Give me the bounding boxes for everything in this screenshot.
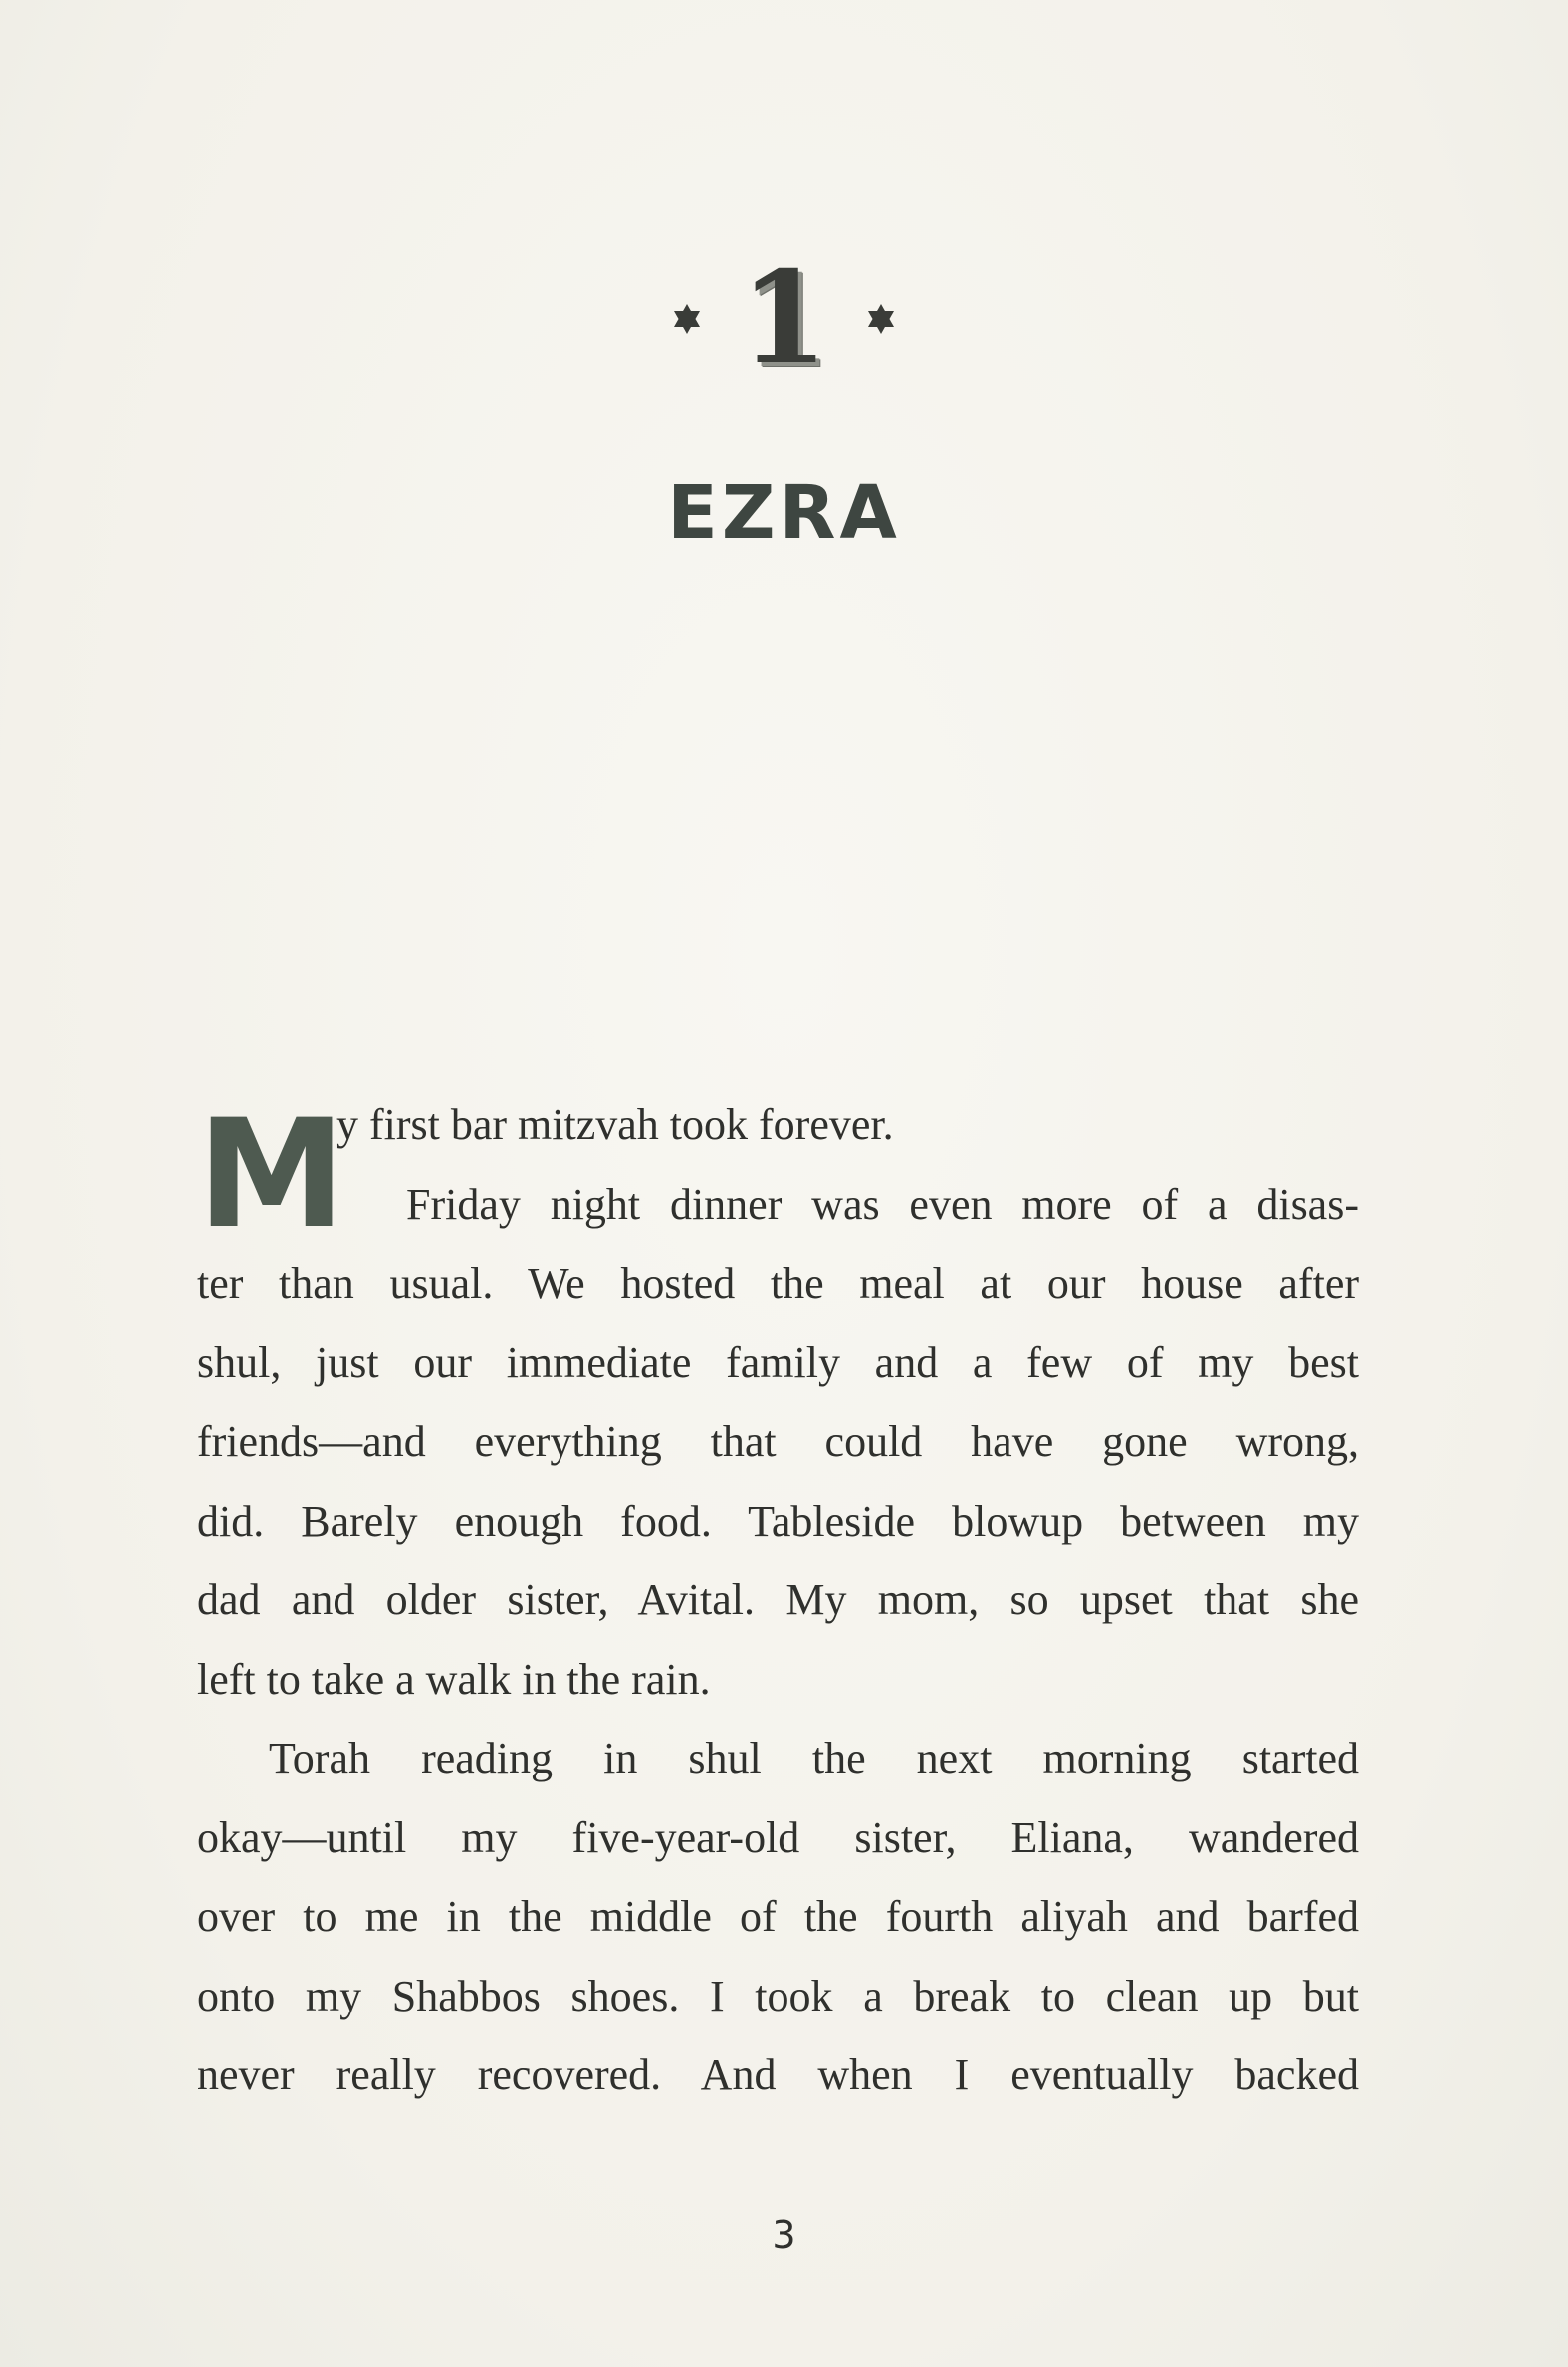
page-number: 3 <box>772 2213 796 2256</box>
text-line: friends—and everything that could have gone wrong, <box>197 1417 1359 1466</box>
body-text <box>197 1085 1359 2115</box>
chapter-title: EZRA <box>667 470 901 556</box>
star-of-david-icon <box>864 302 898 336</box>
text-line: shul, just our immediate family and a few of my best <box>197 1337 1359 1387</box>
drop-cap: M <box>197 1088 346 1262</box>
text-line: left to take a walk in the rain. <box>197 1654 711 1704</box>
text-line: Friday night dinner was even more of a disas- <box>406 1179 1359 1229</box>
text-line: dad and older sister, Avital. My mom, so upset that she <box>197 1575 1359 1624</box>
text-line: never really recovered. And when I eventually backed <box>197 2050 1359 2099</box>
text-line: onto my Shabbos shoes. I took a break to clean up but <box>197 1971 1359 2020</box>
text-line: Torah reading in shul the next morning started <box>269 1734 1359 1782</box>
text-line: ter than usual. We hosted the meal at our house after <box>197 1259 1359 1307</box>
text-line: y first bar mitzvah took forever. <box>336 1100 894 1149</box>
text-line: over to me in the middle of the fourth aliyah and barfed <box>197 1892 1359 1941</box>
chapter-heading <box>0 239 1568 398</box>
chapter-number: 1 <box>739 244 829 393</box>
text-line: okay—until my five-year-old sister, Eliana, wandered <box>197 1812 1359 1862</box>
text-line: did. Barely enough food. Tableside blowup between my <box>197 1496 1359 1545</box>
star-of-david-icon <box>670 302 704 336</box>
